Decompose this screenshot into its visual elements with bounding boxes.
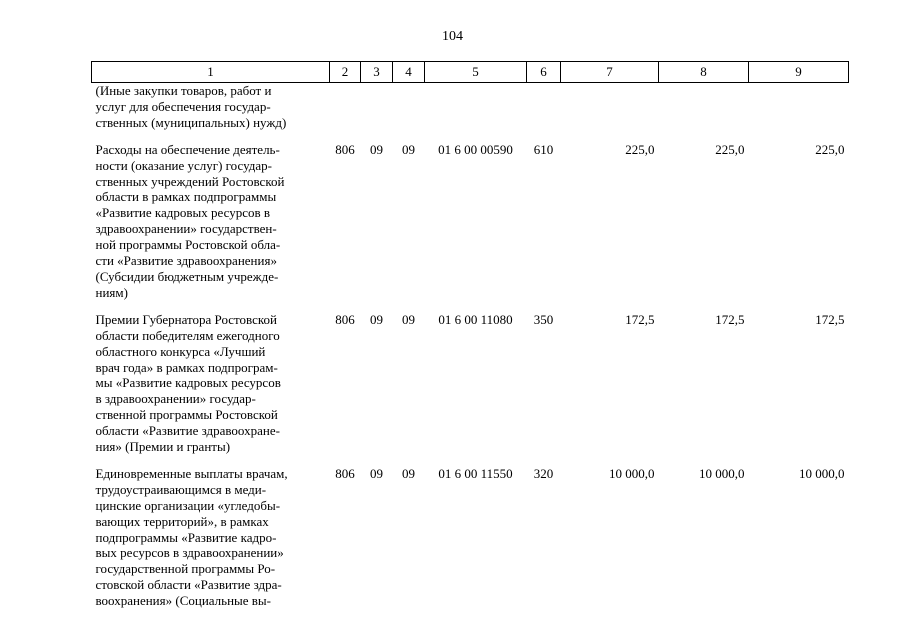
target-article-cell: 01 6 00 11550 [438, 465, 513, 481]
amount-cell [561, 83, 659, 131]
description-cell [92, 466, 330, 609]
section-cell: 09 [370, 465, 383, 481]
amount-cell: 10 000,0 [609, 465, 655, 481]
code-cell [330, 83, 361, 131]
table-header-row [92, 62, 849, 83]
column-header: 2 [330, 62, 361, 83]
description-line: стовской области «Развитие здра- [95, 577, 282, 593]
amount-cell: 172,5 [625, 311, 655, 327]
subsection-cell [393, 83, 425, 131]
amount-cell: 172,5 [815, 311, 845, 327]
expense-type-cell [527, 83, 561, 131]
description-cell [92, 142, 330, 301]
amount-cell: 225,0 [715, 141, 745, 157]
table-row [92, 83, 849, 131]
table-row [92, 142, 849, 301]
code-cell: 806 [335, 465, 355, 481]
expense-type-cell: 350 [533, 311, 554, 327]
row-spacer-cell [92, 131, 849, 142]
amount-cell: 225,0 [625, 141, 655, 157]
row-spacer-cell [92, 455, 849, 466]
description-line: мы «Развитие кадровых ресурсов [95, 375, 281, 391]
description-line: врач года» в рамках подпрограм- [95, 359, 278, 375]
table-row [92, 466, 849, 609]
expense-type-cell: 610 [533, 141, 554, 157]
description-line: ной программы Ростовской обла- [95, 237, 281, 253]
description-line: вых ресурсов в здравоохранении» [95, 545, 284, 561]
description-line: Расходы на обеспечение деятель- [95, 141, 280, 157]
section-cell: 09 [370, 311, 383, 327]
description-line: областного конкурса «Лучший [95, 343, 266, 359]
description-line: цинские организации «угледобы- [95, 497, 281, 513]
table-body [92, 83, 849, 610]
description-line: области в рамках подпрограммы [95, 189, 277, 205]
subsection-cell: 09 [402, 311, 415, 327]
column-header: 4 [393, 62, 425, 83]
column-header: 3 [361, 62, 393, 83]
description-line: области «Развитие здравоохране- [95, 423, 280, 439]
description-line: воохранения» (Социальные вы- [95, 593, 271, 609]
amount-cell: 225,0 [815, 141, 845, 157]
description-line: ственных учреждений Ростовской [95, 173, 285, 189]
section-cell: 09 [370, 141, 383, 157]
page-number: 104 [442, 29, 463, 44]
description-line: государственной программы Ро- [95, 561, 276, 577]
row-spacer [92, 301, 849, 312]
description-line: (Иные закупки товаров, работ и [95, 83, 272, 98]
target-article-cell [425, 83, 527, 131]
column-header: 9 [749, 62, 849, 83]
description-line: «Развитие кадровых ресурсов в [95, 205, 271, 221]
table-row [92, 312, 849, 455]
row-spacer [92, 455, 849, 466]
description-line: ственных (муниципальных) нужд) [95, 114, 287, 130]
row-spacer-cell [92, 301, 849, 312]
amount-cell [749, 83, 849, 131]
target-article-cell: 01 6 00 11080 [438, 311, 513, 327]
code-cell: 806 [335, 311, 355, 327]
description-line: трудоустраивающимся в меди- [95, 481, 267, 497]
description-cell [92, 312, 330, 455]
description-line: подпрограммы «Развитие кадро- [95, 529, 277, 545]
description-cell [92, 83, 330, 131]
description-line: ственной программы Ростовской [95, 407, 278, 423]
description-line: ния» (Премии и гранты) [95, 439, 231, 455]
row-spacer [92, 131, 849, 142]
description-line: области победителям ежегодного [95, 327, 280, 343]
description-line: (Субсидии бюджетным учрежде- [95, 268, 279, 284]
amount-cell: 172,5 [715, 311, 745, 327]
subsection-cell: 09 [402, 141, 415, 157]
description-line: сти «Развитие здравоохранения» [95, 253, 277, 269]
amount-cell: 10 000,0 [799, 465, 845, 481]
description-line: Премии Губернатора Ростовской [95, 311, 277, 327]
target-article-cell: 01 6 00 00590 [438, 141, 513, 157]
section-cell [361, 83, 393, 131]
description-line: Единовременные выплаты врачам, [95, 465, 288, 481]
description-line: услуг для обеспечения государ- [95, 98, 271, 114]
description-line: в здравоохранении» государ- [95, 391, 256, 407]
column-header: 1 [92, 62, 330, 83]
description-line: здравоохранении» государствен- [95, 221, 277, 237]
description-line: ниям) [95, 284, 128, 300]
description-line: вающих территорий», в рамках [95, 513, 269, 529]
subsection-cell: 09 [402, 465, 415, 481]
column-header: 7 [561, 62, 659, 83]
code-cell: 806 [335, 141, 355, 157]
description-line: ности (оказание услуг) государ- [95, 157, 272, 173]
amount-cell: 10 000,0 [699, 465, 745, 481]
budget-table [91, 61, 849, 609]
expense-type-cell: 320 [533, 465, 554, 481]
amount-cell [659, 83, 749, 131]
column-header: 6 [527, 62, 561, 83]
column-header: 8 [659, 62, 749, 83]
column-header: 5 [425, 62, 527, 83]
